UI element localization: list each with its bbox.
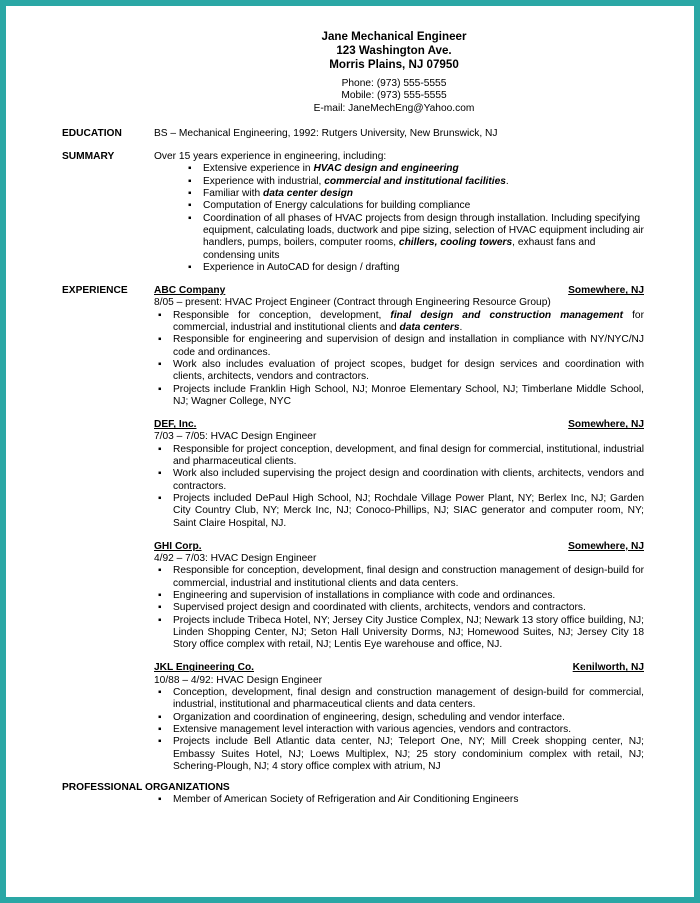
job-duty (154, 615, 644, 652)
job-duty (154, 310, 644, 335)
resume-document (62, 30, 644, 807)
job-company: DEF, Inc. (154, 419, 197, 431)
item-text: Computation of Energy calculations for building compliance (203, 200, 471, 212)
job-title: 8/05 – present: HVAC Project Engineer (Contract through Engineering Resource Group) (154, 297, 551, 309)
item-text: Projects include Tribeca Hotel, NY; Jersey City Justice Complex, NJ; Newark 13 story office building, NJ; Linden Shopping Center, NJ; Seton Hall University Dorms, NJ; Homewood Suites, NJ; Jersey City 18 Story office complex with retail, NJ; Lentis Eye warehouse and office, NJ. (173, 614, 644, 651)
job-duty (154, 565, 644, 590)
job-duty (154, 334, 644, 359)
item-text: Conception, development, final design and construction management of design-build for commercial, industrial, institutional and pharmaceutical clients and data centers. (173, 687, 644, 711)
education-text: BS – Mechanical Engineering, 1992: Rutgers University, New Brunswick, NJ (154, 127, 498, 139)
job-entry (154, 541, 644, 652)
summary-item (184, 262, 644, 274)
job-header (154, 541, 644, 553)
job-duty (154, 687, 644, 712)
item-text: Familiar with (203, 188, 264, 200)
job-duties (154, 444, 644, 530)
job-location: Somewhere, NJ (568, 419, 644, 431)
job-duty (154, 602, 644, 614)
item-text: Extensive experience in (203, 163, 314, 175)
job-company: ABC Company (154, 285, 226, 297)
job-header (154, 285, 644, 297)
experience-label: EXPERIENCE (62, 285, 128, 297)
summary-item (184, 163, 644, 175)
job-entry (154, 662, 644, 773)
job-duty (154, 712, 644, 724)
phone: Phone: (973) 555-5555 (341, 78, 447, 89)
mobile: Mobile: (973) 555-5555 (341, 90, 447, 102)
item-text: Experience with industrial, (203, 175, 325, 187)
item-text: Member of American Society of Refrigeration and Air Conditioning Engineers (173, 794, 519, 806)
summary-label: SUMMARY (62, 151, 115, 163)
job-duty (154, 493, 644, 530)
item-emphasis: commercial and institutional facilities (324, 175, 506, 187)
item-emphasis: chillers, cooling towers (398, 237, 513, 249)
job-header (154, 419, 644, 431)
job-entry (154, 285, 644, 408)
item-text: , exhaust fans and condensing units (203, 237, 596, 261)
item-text: Projects include Bell Atlantic data center, NJ; Teleport One, NY; Mill Creek shopping center, NJ; Embassy Suites Hotel, NJ; Loews Multiplex, NJ; 25 story condominium complex with retail, NJ; Schering-Plough, NJ; 4 story office complex with atrium, NJ (173, 736, 644, 772)
item-text: . (505, 175, 509, 187)
professional-label: PROFESSIONAL ORGANIZATIONS (62, 782, 230, 794)
job-header (154, 662, 644, 674)
job-duty (154, 736, 644, 773)
job-duties (154, 310, 644, 408)
job-duty (154, 724, 644, 736)
item-text: Responsible for conception, development, final design and construction management of design-build for commercial, industrial and institutional clients and data centers. (173, 565, 644, 589)
job-title: 7/03 – 7/05: HVAC Design Engineer (154, 431, 317, 443)
item-emphasis: data centers (399, 322, 460, 334)
resume-header (144, 30, 644, 115)
summary-item (184, 200, 644, 212)
job-company: JKL Engineering Co. (154, 662, 254, 674)
job-company: GHI Corp. (154, 540, 202, 552)
job-title: 4/92 – 7/03: HVAC Design Engineer (154, 553, 317, 565)
resume-page (6, 6, 694, 897)
summary-intro: Over 15 years experience in engineering, including: (154, 151, 387, 163)
candidate-name: Jane Mechanical Engineer (321, 30, 467, 43)
education-section (62, 128, 644, 140)
summary-item (184, 188, 644, 200)
professional-section (62, 782, 644, 807)
item-text: Engineering and supervision of installations in compliance with code and ordinances. (173, 589, 556, 601)
street-address: 123 Washington Ave. (336, 44, 452, 57)
summary-item (184, 213, 644, 262)
item-text: Work also included supervising the project design and coordination with clients, architects, vendors and contractors. (173, 468, 644, 492)
item-text: Responsible for project conception, development, and final design for commercial, institutional, industrial and pharmaceutical clients. (173, 443, 644, 468)
job-title: 10/88 – 4/92: HVAC Design Engineer (154, 674, 323, 686)
education-label: EDUCATION (62, 127, 122, 139)
item-text: Experience in AutoCAD for design / drafting (203, 261, 400, 273)
item-text: . (459, 322, 463, 334)
item-text: Projects included DePaul High School, NJ; Rochdale Village Power Plant, NY; Berlex Inc, NJ; Garden City Country Club, NY; Merck Inc, NJ; Conoco-Phillips, NJ; SIAC generator and computer room, NY; Saint Claire Hospital, NJ. (173, 492, 644, 529)
job-duty (154, 384, 644, 409)
job-location: Kenilworth, NJ (572, 662, 644, 674)
experience-section (62, 285, 644, 784)
item-text: Coordination of all phases of HVAC projects from design through installation. Including specifying equipment, calculating loads, ductwork and pipe sizing, selection of HVAC equipment including air handlers, pumps, boilers, computer rooms, (203, 212, 644, 249)
professional-list (154, 794, 644, 806)
summary-item (184, 176, 644, 188)
job-duty (154, 359, 644, 384)
item-emphasis: data center design (263, 188, 354, 200)
city-address: Morris Plains, NJ 07950 (329, 58, 459, 71)
item-emphasis: HVAC design and engineering (313, 163, 459, 175)
summary-section (62, 151, 644, 274)
job-duties (154, 687, 644, 773)
job-entry (154, 419, 644, 530)
professional-item (154, 794, 644, 806)
item-text: for commercial, industrial and institutional clients and (173, 309, 644, 334)
item-text: Responsible for conception, development, (173, 309, 391, 321)
item-text: Extensive management level interaction with various agencies, vendors and contractors. (173, 723, 572, 735)
email: E-mail: JaneMechEng@Yahoo.com (313, 102, 475, 114)
job-location: Somewhere, NJ (568, 285, 644, 297)
job-location: Somewhere, NJ (568, 540, 644, 552)
job-duty (154, 444, 644, 469)
job-duties (154, 565, 644, 651)
item-emphasis: final design and construction management (390, 309, 624, 321)
item-text: Organization and coordination of engineering, design, scheduling and vendor interface. (173, 711, 565, 723)
item-text: Work also includes evaluation of project scopes, budget for design services and coordination with clients, architects, vendors and contractors. (173, 358, 644, 383)
job-duty (154, 590, 644, 602)
item-text: Supervised project design and coordinated with clients, architects, vendors and contractors. (173, 602, 586, 614)
item-text: Projects include Franklin High School, NJ; Monroe Elementary School, NJ; Timberlane Middle School, NJ; Wagner College, NYC (173, 383, 644, 407)
job-duty (154, 468, 644, 493)
item-text: Responsible for engineering and supervision of design and installation in compliance with NY/NYC/NJ code and ordinances. (173, 334, 644, 358)
experience-jobs (154, 285, 644, 784)
summary-list (154, 163, 644, 274)
